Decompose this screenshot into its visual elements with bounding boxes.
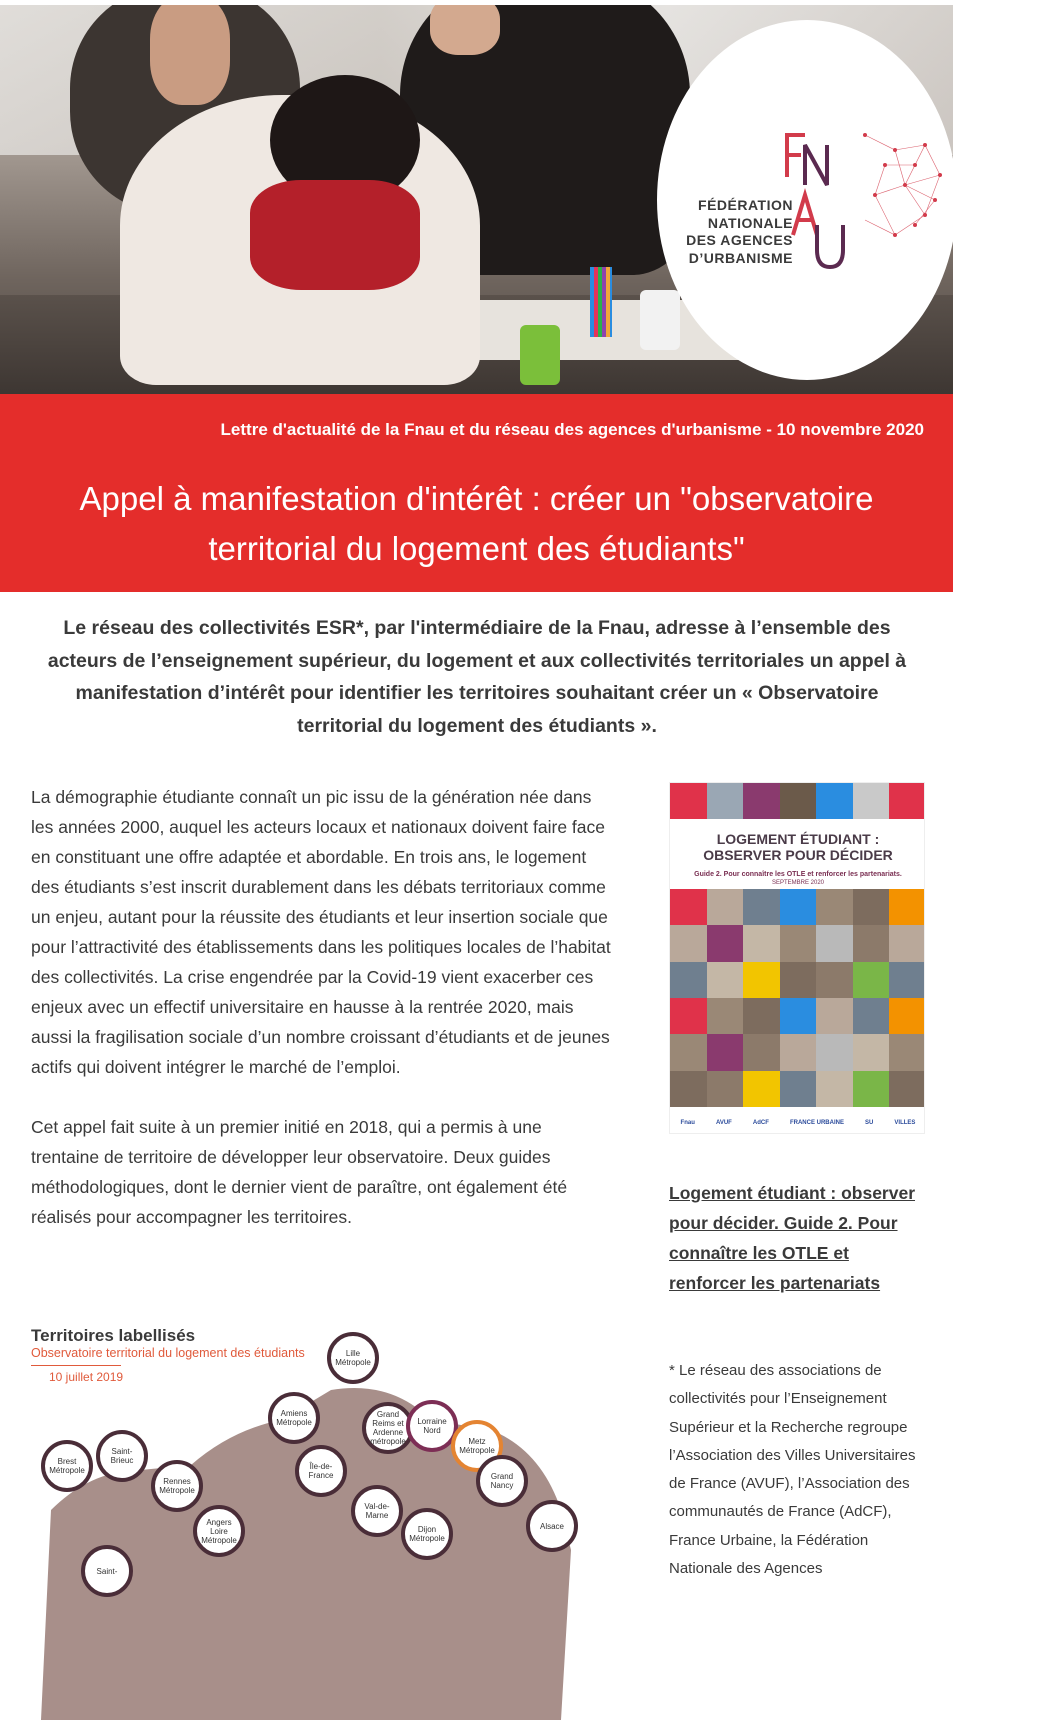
body-paragraph-2: Cet appel fait suite à un premier initié en 2018, qui a permis à une trentaine de territoire de développer leur observatoire. Deux guides méthodologiques, dont le dernier vient de paraître, ont également été réalisés pour accompagner les territoires. [31, 1117, 568, 1227]
cover-tile [816, 962, 853, 998]
map-pin: Grand Nancy [476, 1455, 528, 1507]
cover-stripe [670, 783, 925, 819]
cover-title-line-2: OBSERVER POUR DÉCIDER [703, 847, 893, 863]
cover-tile [780, 962, 817, 998]
cover-tile [853, 998, 890, 1034]
footnote: * Le réseau des associations de collectivités pour l’Enseignement Supérieur et la Recherche regroupe l’Association des Villes Universitaires de France (AVUF), l’Association des communautés de France (AdCF), France Urbaine, la Fédération Nationale des Agences [669, 1362, 916, 1578]
cover-title-line-1: LOGEMENT ÉTUDIANT : [716, 831, 880, 847]
cover-tile [670, 1034, 707, 1070]
logo-line-3: DES AGENCES [686, 232, 793, 248]
cover-tile [670, 998, 707, 1034]
cover-tile [670, 1071, 707, 1107]
fnau-logo-mark [775, 125, 950, 275]
cover-tile [670, 889, 707, 925]
hero-cup [520, 325, 560, 385]
map-pin: Alsace [526, 1500, 578, 1552]
cover-tile [670, 925, 707, 961]
map-pin: Brest Métropole [41, 1440, 93, 1492]
cover-tile [889, 889, 925, 925]
cover-tile [889, 925, 925, 961]
guide-cover-image[interactable] [669, 782, 925, 1134]
map-pin: Val-de-Marne [351, 1485, 403, 1537]
cover-tile [853, 1034, 890, 1070]
cover-tile [889, 1034, 925, 1070]
territories-map [31, 1320, 611, 1720]
map-pin: Île-de-France [295, 1445, 347, 1497]
map-pin: Angers Loire Métropole [193, 1505, 245, 1557]
cover-tile [889, 1071, 925, 1107]
cover-tile [889, 962, 925, 998]
cover-tile [853, 925, 890, 961]
cover-date: SEPTEMBRE 2020 [771, 880, 825, 886]
lead-paragraph: Le réseau des collectivités ESR*, par l'intermédiaire de la Fnau, adresse à l’ensemble des acteurs de l’enseignement supérieur, du logement et aux collectivités territoriales un appel à manifestation d’intérêt pour identifier les territoires souhaitant créer un « Observatoire territorial du logement des étudiants ». [47, 617, 907, 737]
logo-line-2: NATIONALE [707, 214, 793, 231]
cover-tile [743, 1034, 780, 1070]
logo-villes: VILLES [894, 1120, 916, 1126]
cover-tile [816, 998, 853, 1034]
logo-adcf: AdCF [752, 1120, 769, 1126]
cover-tile [743, 889, 780, 925]
hero-image [0, 5, 953, 395]
cover-subtitle: Guide 2. Pour connaître les OTLE et renforcer les partenariats. [694, 871, 902, 878]
cover-tile [780, 998, 817, 1034]
map-pin: Metz Métropole [451, 1420, 503, 1472]
body-paragraph-1: La démographie étudiante connaît un pic issu de la génération née dans les années 2000, auquel les acteurs locaux et nationaux doivent faire face en constituant une offre adaptée et abordable. En trois ans, le logement des étudiants s’est inscrit durablement dans les débats territoriaux comme un enjeu, autant pour la réussite des étudiants et leur insertion sociale que pour l’attractivité des établissements dans les politiques locales de l’habitat des collectivités. La crise engendrée par la Covid-19 vient exacerber ces enjeux avec un effectif universitaire en hausse à la rentrée 2020, mais aussi la fragilisation sociale d’un nombre croissant d’étudiants et de jeunes actifs qui doivent intégrer le marché de l’emploi. [31, 787, 611, 1077]
cover-tile [853, 962, 890, 998]
map-pin: Rennes Métropole [151, 1460, 203, 1512]
title-line-1: Appel à manifestation d'intérêt : créer un "observatoire [79, 480, 874, 517]
logo-line-4: D’URBANISME [688, 249, 793, 266]
cover-logos [670, 1113, 925, 1133]
cover-title [670, 831, 925, 863]
map-pin: Grand Reims et Ardenne métropole [362, 1402, 414, 1454]
hero-face-left [150, 5, 230, 105]
hero-markers [590, 267, 612, 337]
logo-su: SU [865, 1120, 874, 1126]
cover-tile [743, 1071, 780, 1107]
logo-line-1: FÉDÉRATION [698, 197, 793, 213]
map-title: Territoires labellisés [31, 1326, 196, 1345]
title-line-2: territorial du logement des étudiants" [208, 530, 745, 567]
cover-tile [707, 1034, 744, 1070]
cover-tile [780, 925, 817, 961]
logo-fnau: Fnau [680, 1120, 695, 1126]
cover-tile [707, 1071, 744, 1107]
hero-face-center [430, 5, 500, 55]
map-date: 10 juillet 2019 [49, 1370, 124, 1384]
logo-france-urbaine: FRANCE URBAINE [789, 1120, 844, 1126]
cover-tile [816, 889, 853, 925]
cover-tile [743, 925, 780, 961]
cover-tile [707, 962, 744, 998]
newsletter-subtitle: Lettre d'actualité de la Fnau et du réseau des agences d'urbanisme - 10 novembre 2020 [220, 420, 924, 439]
map-divider [31, 1365, 121, 1366]
hero-jar [640, 290, 680, 350]
map-pin: Lorraine Nord [406, 1400, 458, 1452]
cover-tile [853, 1071, 890, 1107]
cover-tile [780, 1071, 817, 1107]
cover-tile [670, 962, 707, 998]
cover-tile [743, 998, 780, 1034]
article-body [31, 782, 611, 1262]
cover-photo-grid [670, 889, 925, 1107]
guide-link[interactable]: Logement étudiant : observer pour décider. Guide 2. Pour connaître les OTLE et renforcer les partenariats [669, 1183, 916, 1293]
cover-tile [707, 998, 744, 1034]
cover-tile [816, 925, 853, 961]
cover-tile [780, 1034, 817, 1070]
map-pin: Saint-Brieuc [96, 1430, 148, 1482]
cover-tile [707, 889, 744, 925]
cover-tile [780, 889, 817, 925]
map-pin: Amiens Métropole [268, 1392, 320, 1444]
header-band [0, 394, 953, 592]
page-title [20, 474, 933, 574]
cover-tile [816, 1034, 853, 1070]
logo-avuf: AVUF [715, 1120, 732, 1126]
map-subtitle: Observatoire territorial du logement des étudiants [31, 1346, 305, 1360]
cover-tile [853, 889, 890, 925]
hero-scarf [250, 180, 420, 290]
map-pin: Dijon Métropole [401, 1508, 453, 1560]
cover-tile [707, 925, 744, 961]
map-pin: Saint- [81, 1545, 133, 1597]
cover-tile [889, 998, 925, 1034]
map-pin: Lille Métropole [327, 1332, 379, 1384]
cover-tile [743, 962, 780, 998]
cover-tile [816, 1071, 853, 1107]
